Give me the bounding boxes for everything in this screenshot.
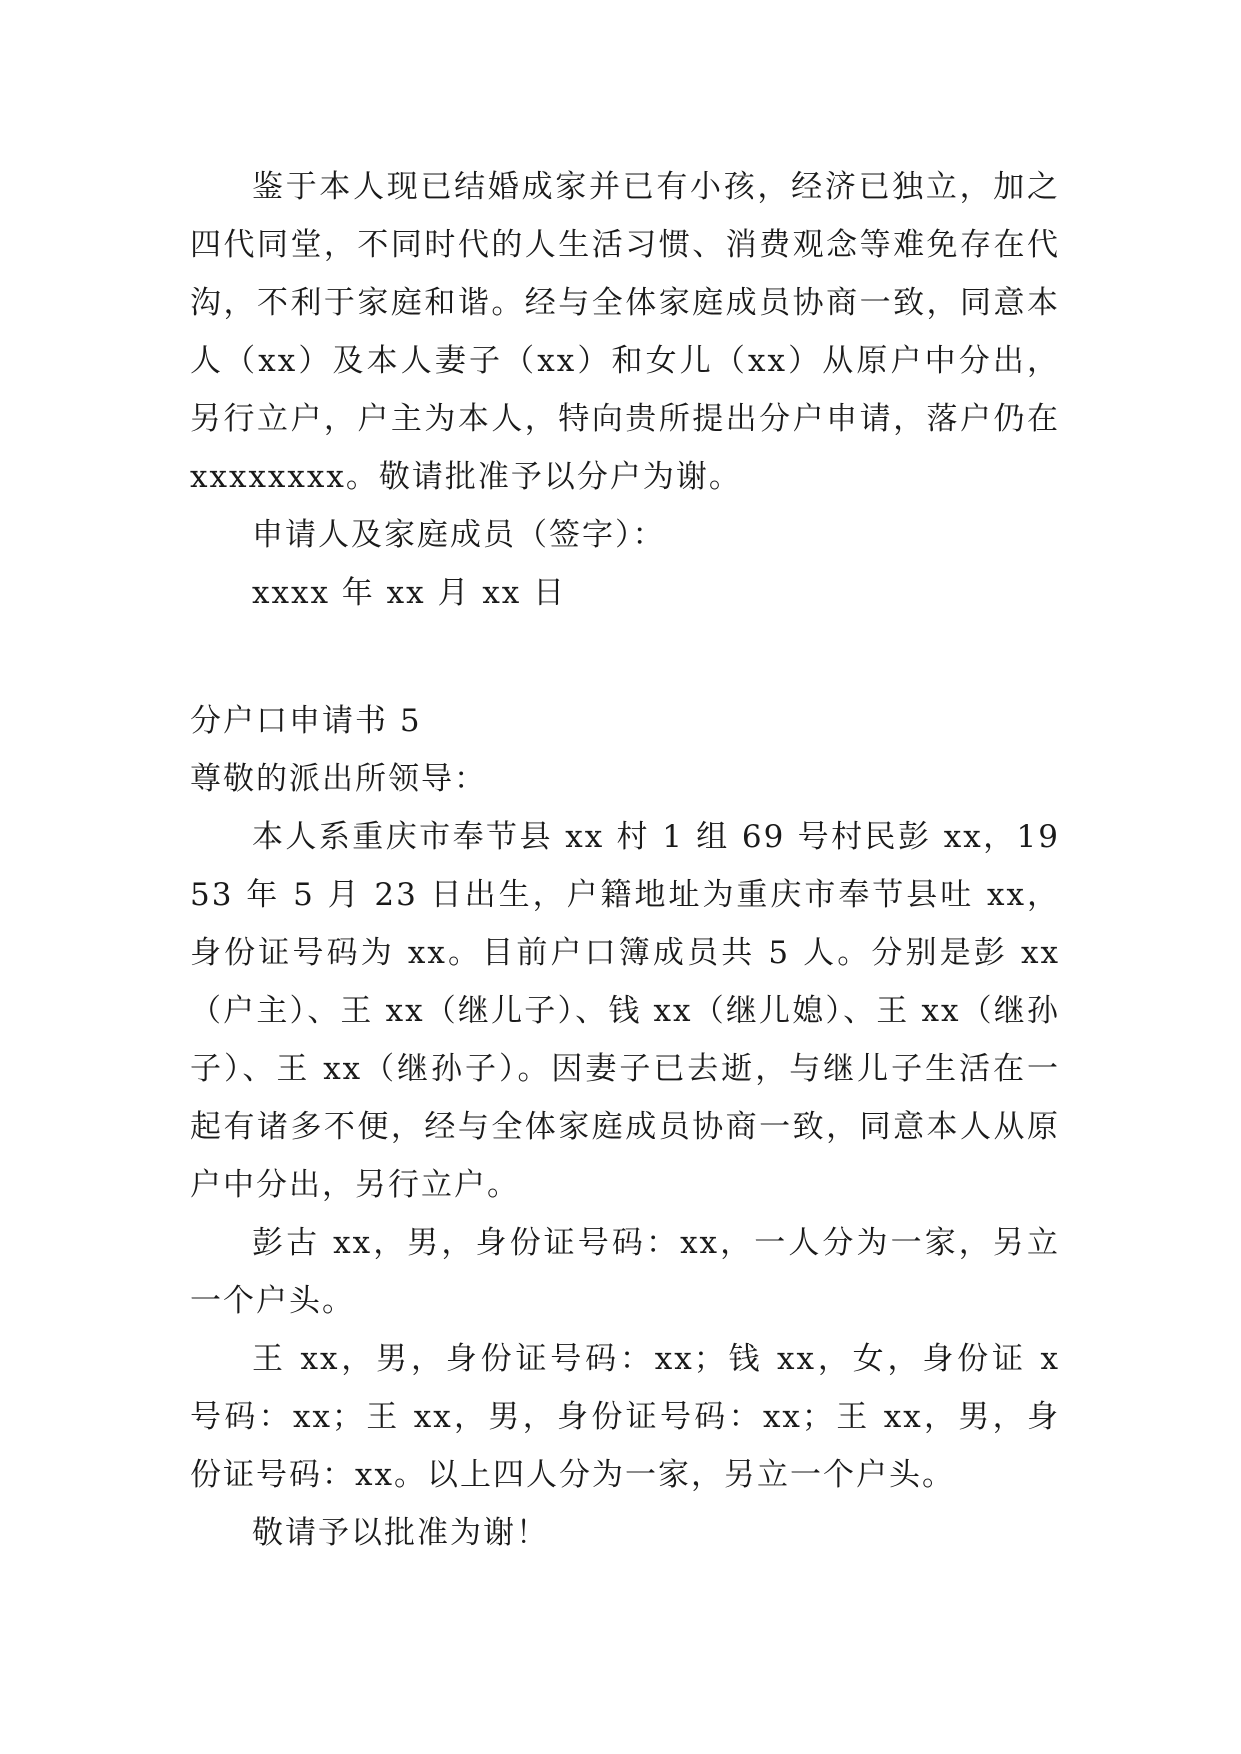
body-paragraph: 彭古 xx，男，身份证号码：xx，一人分为一家，另立一个户头。 (190, 1225, 1060, 1319)
section-application-5 (190, 692, 1060, 1562)
body-paragraph: 王 xx，男，身份证号码：xx；钱 xx，女，身份证 x 号码：xx；王 xx，男，身份证号码：xx；王 xx，男，身份证号码：xx。以上四人分为一家，另立一个户头。 (190, 1341, 1060, 1493)
section-previous-application (190, 158, 1060, 622)
body-paragraph: 本人系重庆市奉节县 xx 村 1 组 69 号村民彭 xx，1953 年 5 月 23 日出生，户籍地址为重庆市奉节县吐 xx，身份证号码为 xx。目前户口簿成员共 5 人。分别是彭 xx（户主）、王 xx（继儿子）、钱 xx（继儿媳）、王 xx（继孙子）、王 xx（继孙子）。因妻子已去逝，与继儿子生活在一起有诸多不便，经与全体家庭成员协商一致，同意本人从原户中分出，另行立户。 (190, 819, 1060, 1203)
date-line: xxxx 年 xx 月 xx 日 (252, 575, 567, 611)
salutation: 尊敬的派出所领导： (190, 761, 487, 797)
document-title: 分户口申请书 5 (190, 703, 422, 739)
signature-line: 申请人及家庭成员（签字）： (252, 517, 666, 553)
body-paragraph: 鉴于本人现已结婚成家并已有小孩，经济已独立，加之四代同堂，不同时代的人生活习惯、消费观念等难免存在代沟，不利于家庭和谐。经与全体家庭成员协商一致，同意本人（xx）及本人妻子（xx）和女儿（xx）从原户中分出，另行立户，户主为本人，特向贵所提出分户申请，落户仍在xxxxxxxx。敬请批准予以分户为谢。 (190, 169, 1060, 495)
closing-line: 敬请予以批准为谢！ (252, 1515, 549, 1551)
